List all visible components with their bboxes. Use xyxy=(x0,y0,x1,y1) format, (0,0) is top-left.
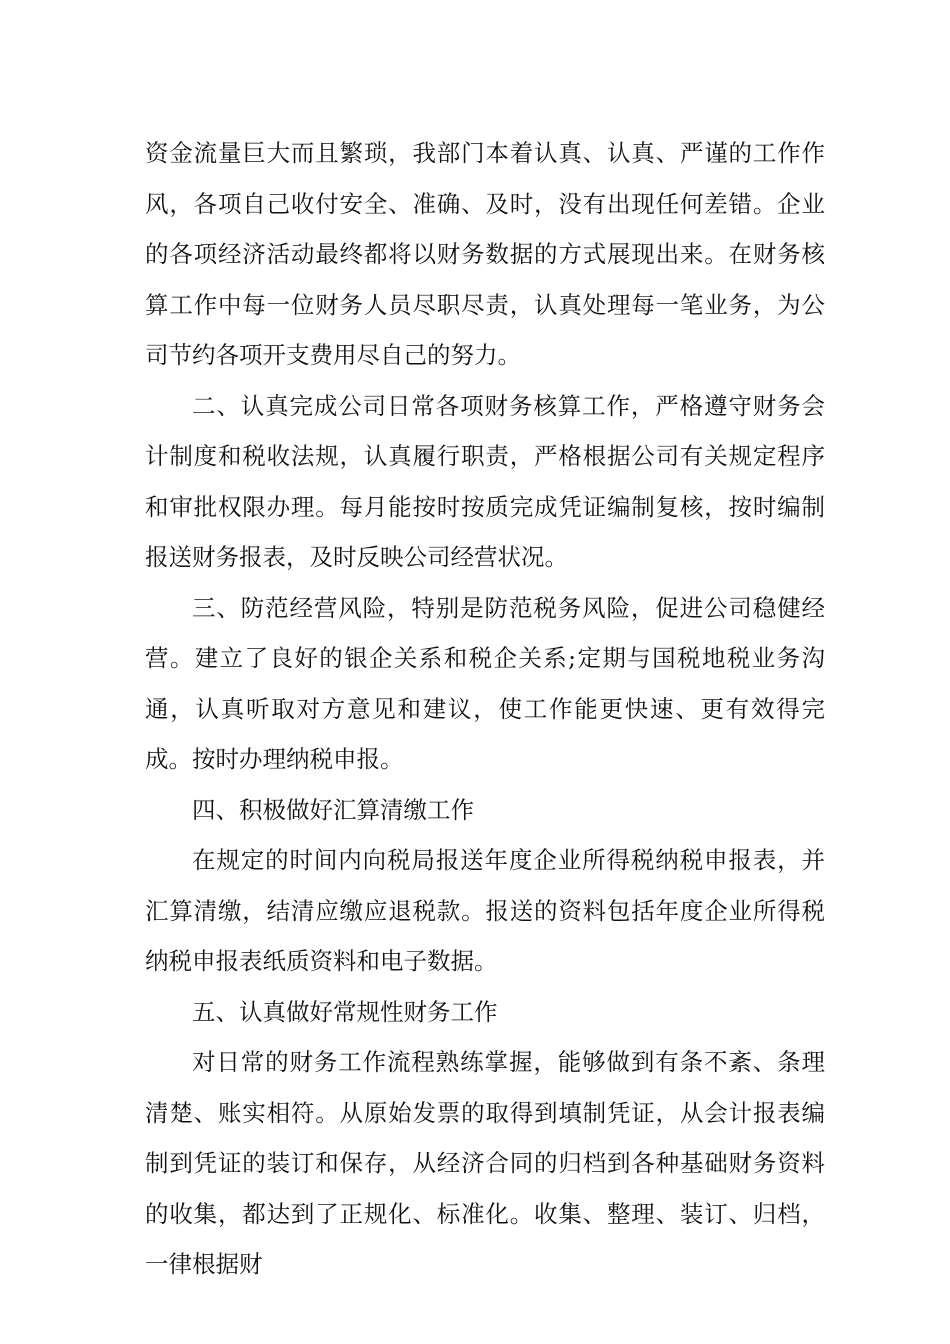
section-heading-5: 五、认真做好常规性财务工作 xyxy=(192,997,498,1026)
paragraph-5: 在规定的时间内向税局报送年度企业所得税纳税申报表，并汇算清缴，结清应缴应退税款。报送的资料包括年度企业所得税纳税申报表纸质资料和电子数据。 xyxy=(145,846,825,975)
document-body xyxy=(145,128,825,1290)
paragraph-3: 三、防范经营风险，特别是防范税务风险，促进公司稳健经营。建立了良好的银企关系和税企关系;定期与国税地税业务沟通，认真听取对方意见和建议，使工作能更快速、更有效得完成。按时办理纳税申报。 xyxy=(145,593,825,773)
section-heading-4: 四、积极做好汇算清缴工作 xyxy=(192,795,474,824)
paragraph-1: 资金流量巨大而且繁琐，我部门本着认真、认真、严谨的工作作风，各项自己收付安全、准确、及时，没有出现任何差错。企业的各项经济活动最终都将以财务数据的方式展现出来。在财务核算工作中每一位财务人员尽职尽责，认真处理每一笔业务，为公司节约各项开支费用尽自己的努力。 xyxy=(145,139,825,369)
paragraph-2: 二、认真完成公司日常各项财务核算工作，严格遵守财务会计制度和税收法规，认真履行职责，严格根据公司有关规定程序和审批权限办理。每月能按时按质完成凭证编制复核，按时编制报送财务报表，及时反映公司经营状况。 xyxy=(145,391,825,571)
paragraph-7: 对日常的财务工作流程熟练掌握，能够做到有条不紊、条理清楚、账实相符。从原始发票的取得到填制凭证，从会计报表编制到凭证的装订和保存，从经济合同的归档到各种基础财务资料的收集，都达到了正规化、标准化。收集、整理、装订、归档，一律根据财 xyxy=(145,1048,825,1278)
